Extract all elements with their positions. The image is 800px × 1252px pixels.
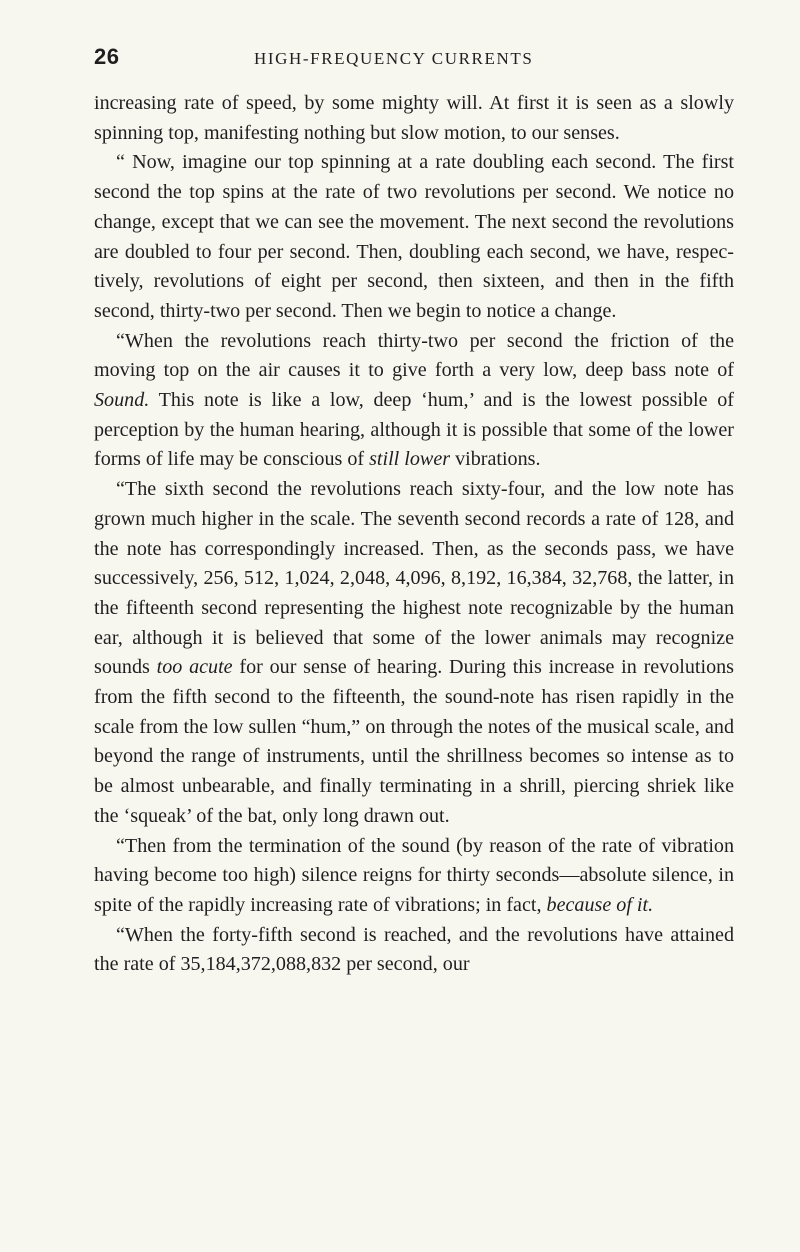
paragraph <box>94 148 734 326</box>
text-run: “ Now, imagine our top spinning at a rate doubling each second. The first second the top spins at the rate of two revolutions per second. We notice no change, except that we can see the movement. The next second the revolutions are doubled to four per second. Then, doubling each second, we have, respectively, revolutions of eight per second, then sixteen, and then in the fifth second, thirty-two per second. Then we begin to notice a change. <box>94 151 734 322</box>
paragraph <box>94 89 734 148</box>
italic-text: because of it. <box>546 893 654 916</box>
running-title: HIGH-FREQUENCY CURRENTS <box>254 49 534 68</box>
italic-text: too acute <box>156 656 233 679</box>
text-run: “Then from the termination of the sound (by reason of the rate of vibration having become too high) silence reigns for thirty seconds—absolute silence, in spite of the rapidly increasing rate of vibrations; in fact, <box>94 834 734 916</box>
body-text <box>94 89 734 980</box>
text-run: increasing rate of speed, by some mighty will. At first it is seen as a slowly spinning top, manifesting nothing but slow motion, to our senses. <box>94 92 734 144</box>
paragraph <box>94 832 734 921</box>
text-run: for our sense of hearing. During this increase in revolutions from the fifth second to the fifteenth, the sound-note has risen rapidly in the scale from the low sullen “hum,” on through the notes of the musical scale, and beyond the range of instruments, until the shrillness becomes so intense as to be almost unbearable, and finally terminating in a shrill, piercing shriek like the ‘squeak’ of the bat, only long drawn out. <box>94 656 735 827</box>
paragraph <box>94 921 734 980</box>
text-run: “When the revolutions reach thirty-two per second the friction of the moving top on the air causes it to give forth a very low, deep bass note of <box>94 329 734 382</box>
text-run: “The sixth second the revolutions reach sixty-four, and the low note has grown much higher in the scale. The seventh second records a rate of 128, and the note has correspondingly increased. Then, as the seconds pass, we have successively, 256, 512, 1,024, 2,048, 4,096, 8,192, 16,384, 32,768, the latter, in the fifteenth second representing the highest note recognizable by the human ear, although it is believed that some of the lower animals may recognize sounds <box>94 478 734 679</box>
italic-text: still lower <box>369 448 451 471</box>
text-run: vibrations. <box>450 448 541 471</box>
text-run: “When the forty-fifth second is reached, and the revolutions have attained the rate of 35,184,372,088,832 per second, our <box>94 923 734 976</box>
running-head <box>94 44 734 81</box>
paragraph <box>94 475 734 831</box>
italic-text: Sound. <box>94 389 150 412</box>
page-number: 26 <box>94 44 120 69</box>
text-run: This note is like a low, deep ‘hum,’ and is the lowest possible of perception by the human hearing, although it is possible that some of the lower forms of life may be conscious of <box>94 389 734 471</box>
paragraph <box>94 327 734 476</box>
